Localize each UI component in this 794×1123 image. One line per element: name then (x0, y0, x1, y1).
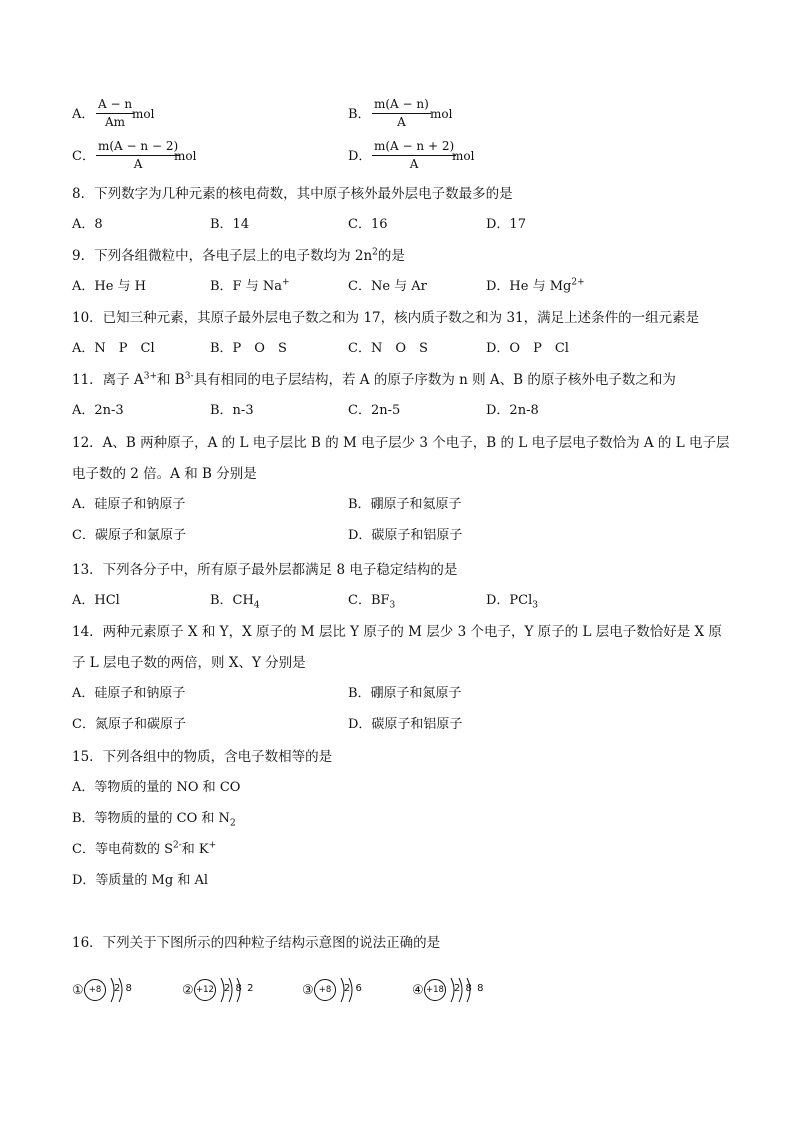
q15-option-c (72, 840, 216, 860)
denominator: A (409, 157, 419, 171)
numerator: m(A − n) (372, 97, 431, 114)
q10-option-c: C．N O S (348, 341, 428, 356)
unit: mol (452, 149, 475, 163)
q9-option-a: A．He 与 H (72, 279, 147, 294)
fraction (372, 97, 431, 130)
option-label: A． (72, 107, 95, 122)
question-15-stem: 15．下列各组中的物质，含电子数相等的是 (72, 749, 333, 765)
option-text: D．He 与 Mg (486, 279, 572, 294)
nucleus-circle: +8 (84, 979, 106, 1001)
electron-counts: 2 8 2 (224, 983, 255, 994)
option-text: C．BF (348, 593, 390, 608)
superscript: + (208, 840, 217, 851)
q10-option-b: B．P O S (210, 341, 287, 356)
fraction (96, 139, 180, 172)
question-8-stem: 8．下列数字为几种元素的核电荷数，其中原子核外最外层电子数最多的是 (72, 186, 513, 202)
q10-option-a: A．N P Cl (72, 341, 155, 356)
q15-option-d: D．等质量的 Mg 和 Al (72, 873, 208, 888)
fraction (372, 139, 456, 172)
q9-option-d (486, 277, 585, 297)
q14-option-b: B．硼原子和氮原子 (348, 686, 462, 701)
q11-option-a: A．2n-3 (72, 403, 124, 418)
subscript: 2 (229, 818, 236, 829)
denominator: A (133, 157, 143, 171)
option-text: B．F 与 Na (210, 279, 282, 294)
q13-option-c (348, 591, 395, 611)
unit: mol (132, 107, 155, 121)
subscript: 3 (532, 600, 539, 611)
q8-option-a: A．8 (72, 217, 103, 232)
question-12-stem-line2: 电子数的 2 倍。A 和 B 分别是 (72, 466, 257, 482)
q14-option-c: C．氮原子和碳原子 (72, 717, 186, 732)
question-11-stem (72, 370, 676, 390)
numerator: A − n (96, 97, 134, 114)
q14-option-d: D．碳原子和铝原子 (348, 717, 463, 732)
question-10-stem: 10．已知三种元素，其原子最外层电子数之和为 17，核内质子数之和为 31，满足上述条件的一组元素是 (72, 310, 700, 326)
stem-text: 和 B (157, 372, 185, 388)
q8-option-d: D．17 (486, 217, 526, 232)
q12-option-b: B．硼原子和氦原子 (348, 497, 462, 512)
denominator: A (397, 115, 406, 129)
q11-option-b: B．n-3 (210, 403, 254, 418)
atom-diagram-3 (302, 975, 372, 1005)
superscript: 3+ (143, 371, 157, 382)
q14-option-a: A．硅原子和钠原子 (72, 686, 186, 701)
nucleus-circle: +18 (424, 979, 446, 1001)
q13-option-d (486, 591, 538, 611)
stem-text: 11．离子 A (72, 372, 144, 388)
question-14-stem-line1: 14．两种元素原子 X 和 Y，X 原子的 M 层比 Y 原子的 M 层少 3 个电子，Y 原子的 L 层电子数恰好是 X 原 (72, 624, 722, 640)
option-text: B．等物质的量的 CO 和 N (72, 811, 230, 826)
q12-option-a: A．硅原子和钠原子 (72, 497, 186, 512)
atom-diagram-4 (412, 975, 492, 1005)
q9-option-b (210, 277, 290, 297)
question-12-stem-line1: 12．A、B 两种原子，A 的 L 电子层比 B 的 M 电子层少 3 个电子，B 的 L 电子层电子数恰为 A 的 L 电子层 (72, 435, 730, 451)
q11-option-c: C．2n-5 (348, 403, 401, 418)
q8-option-c: C．16 (348, 217, 388, 232)
nucleus-circle: +8 (314, 979, 336, 1001)
question-14-stem-line2: 子 L 层电子数的两倍，则 X、Y 分别是 (72, 655, 306, 671)
option-text: D．PCl (486, 593, 533, 608)
diagram-index: ④ (412, 983, 424, 998)
unit: mol (174, 149, 197, 163)
question-13-stem: 13．下列各分子中，所有原子最外层都满足 8 电子稳定结构的是 (72, 562, 458, 578)
superscript: 2- (173, 840, 182, 851)
q13-option-a: A．HCl (72, 593, 120, 608)
stem-text: 具有相同的电子层结构，若 A 的原子序数为 n 则 A、B 的原子核外电子数之和为 (193, 372, 676, 388)
q8-option-b: B．14 (210, 217, 250, 232)
nucleus-circle: +12 (194, 979, 216, 1001)
option-label: B． (348, 107, 371, 122)
denominator: Am (105, 115, 126, 129)
q11-option-d: D．2n-8 (486, 403, 539, 418)
option-text: 和 K (181, 842, 209, 857)
numerator: m(A − n + 2) (372, 139, 456, 156)
option-text: C．等电荷数的 S (72, 842, 173, 857)
superscript: 2 (372, 247, 378, 258)
q12-option-d: D．碳原子和铝原子 (348, 528, 463, 543)
diagram-index: ② (182, 983, 194, 998)
unit: mol (430, 107, 453, 121)
diagram-index: ③ (302, 983, 314, 998)
superscript: 3- (184, 371, 194, 382)
diagram-index: ① (72, 983, 84, 998)
q10-option-d: D．O P Cl (486, 341, 569, 356)
stem-text: 9．下列各组微粒中，各电子层上的电子数均为 2n (72, 248, 373, 264)
q15-option-a: A．等物质的量的 NO 和 CO (72, 780, 241, 795)
option-label: D． (348, 149, 372, 164)
electron-counts: 2 8 (114, 983, 133, 994)
atom-diagram-1 (72, 975, 142, 1005)
q9-option-c: C．Ne 与 Ar (348, 279, 427, 294)
superscript: + (281, 277, 290, 288)
q12-option-c: C．碳原子和氯原子 (72, 528, 186, 543)
subscript: 3 (389, 600, 396, 611)
subscript: 4 (253, 600, 260, 611)
electron-counts: 2 6 (344, 983, 363, 994)
option-text: B．CH (210, 593, 254, 608)
question-16-stem: 16．下列关于下图所示的四种粒子结构示意图的说法正确的是 (72, 935, 441, 951)
q13-option-b (210, 591, 260, 611)
question-9-stem (72, 246, 405, 266)
superscript: 2+ (571, 277, 585, 288)
electron-counts: 2 8 8 (454, 983, 485, 994)
stem-text: 的是 (377, 248, 405, 264)
q15-option-b (72, 809, 236, 829)
option-label: C． (72, 149, 95, 164)
numerator: m(A − n − 2) (96, 139, 180, 156)
fraction (96, 97, 134, 130)
atom-diagram-2 (182, 975, 262, 1005)
